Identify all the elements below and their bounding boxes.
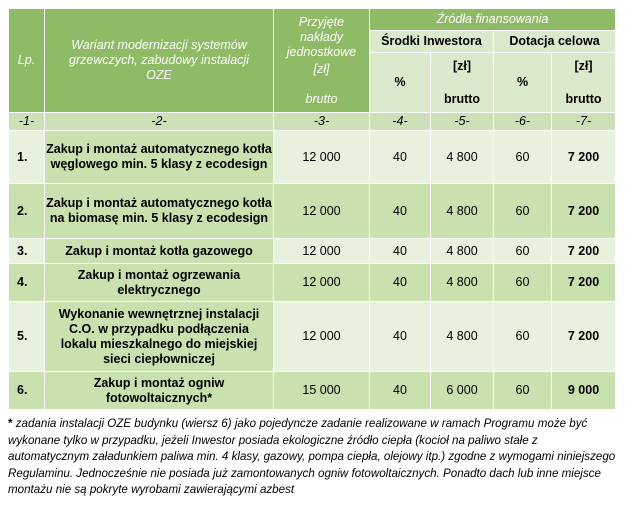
row-investor-zl: 4 800 [431,239,494,264]
row-investor-pct: 40 [370,184,431,239]
row-investor-pct: 40 [370,372,431,410]
investor-zl-label: [zł] [452,58,472,73]
row-grant-pct: 60 [494,302,552,372]
col-number-4: -4- [370,113,431,131]
row-cost: 12 000 [274,239,370,264]
table-row [9,264,616,302]
header-costs [274,9,370,113]
row-lp: 6. [9,372,45,410]
row-investor-pct: 40 [370,239,431,264]
row-grant-zl: 7 200 [552,302,616,372]
row-variant: Zakup i montaż automatycznego kotła na biomasę min. 5 klasy z ecodesign [45,184,274,239]
row-investor-zl: 4 800 [431,184,494,239]
row-variant: Zakup i montaż automatycznego kotła węglowego min. 5 klasy z ecodesign [45,131,274,184]
header-grant-zl [552,53,616,113]
row-investor-zl: 4 800 [431,131,494,184]
row-grant-pct: 60 [494,264,552,302]
row-investor-pct: 40 [370,264,431,302]
col-number-5: -5- [431,113,494,131]
header-investor-pct: % [370,53,431,113]
header-costs-label: Przyjęte nakłady jednostkowe [286,14,357,59]
row-grant-pct: 60 [494,184,552,239]
row-variant: Zakup i montaż ogniw fotowoltaicznych* [45,372,274,410]
row-cost: 12 000 [274,302,370,372]
header-grant-pct: % [494,53,552,113]
row-lp: 2. [9,184,45,239]
row-variant: Zakup i montaż ogrzewania elektrycznego [45,264,274,302]
grant-zl-label: [zł] [574,58,593,73]
col-number-1: -1- [9,113,45,131]
col-number-3: -3- [274,113,370,131]
row-grant-pct: 60 [494,372,552,410]
header-costs-brutto: brutto [305,91,338,106]
header-variant: Wariant modernizacji systemów grzewczych, zabudowy instalacji OZE [45,9,274,113]
row-cost: 12 000 [274,184,370,239]
table-row [9,239,616,264]
col-number-7: -7- [552,113,616,131]
row-cost: 15 000 [274,372,370,410]
header-investor: Środki Inwestora [370,31,494,53]
header-lp: Lp. [9,9,45,113]
row-grant-zl: 9 000 [552,372,616,410]
row-grant-zl: 7 200 [552,264,616,302]
row-investor-zl: 4 800 [431,264,494,302]
col-number-6: -6- [494,113,552,131]
header-grant: Dotacja celowa [494,31,616,53]
header-investor-zl [431,53,494,113]
footnote-text: zadania instalacji OZE budynku (wiersz 6) jako pojedyncze zadanie realizowane w ramach Programu może być wykonane tylko w przypadku, jeżeli Inwestor posiada ekologiczne źródło ciepła (kocioł na paliwo stałe z automatycznym załadunkiem paliwa min. 4 klasy, gazowy, pompa ciepła, olejowy itp.) zgodne z wymogami niniejszego Regulaminu. Jednocześnie nie posiada już zamontowanych ogniw fotowoltaicznych. Ponadto dach lub inne miejsce montażu nie są pokryte wyrobami zawierającymi azbest [8,417,616,497]
row-grant-pct: 60 [494,239,552,264]
row-grant-zl: 7 200 [552,131,616,184]
grant-brutto-label: brutto [565,91,602,106]
footnote-star: * [8,417,13,430]
row-lp: 1. [9,131,45,184]
row-cost: 12 000 [274,264,370,302]
financing-table [8,8,616,410]
investor-brutto-label: brutto [443,91,481,106]
table-row [9,302,616,372]
table-row [9,372,616,410]
row-grant-pct: 60 [494,131,552,184]
row-investor-zl: 4 800 [431,302,494,372]
row-variant: Zakup i montaż kotła gazowego [45,239,274,264]
header-sources: Źródła finansowania [370,9,616,31]
row-variant: Wykonanie wewnętrznej instalacji C.O. w przypadku podłączenia lokalu mieszkalnego do miejskiej sieci ciepłowniczej [45,302,274,372]
header-costs-unit: [zł] [313,61,330,76]
footnote [8,416,616,499]
row-investor-pct: 40 [370,302,431,372]
row-investor-pct: 40 [370,131,431,184]
row-lp: 5. [9,302,45,372]
table-row [9,184,616,239]
table-row [9,131,616,184]
row-investor-zl: 6 000 [431,372,494,410]
row-cost: 12 000 [274,131,370,184]
row-lp: 3. [9,239,45,264]
row-lp: 4. [9,264,45,302]
col-number-2: -2- [45,113,274,131]
row-grant-zl: 7 200 [552,239,616,264]
row-grant-zl: 7 200 [552,184,616,239]
